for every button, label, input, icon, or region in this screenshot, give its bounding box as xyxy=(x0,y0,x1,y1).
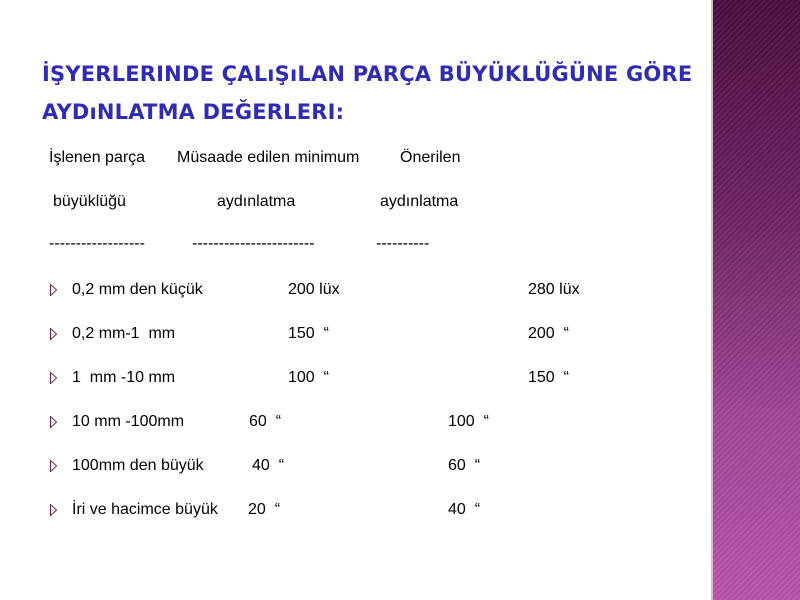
triangle-bullet-icon xyxy=(50,460,57,472)
row-recommended: 100 “ xyxy=(448,413,489,430)
header-col-size-line1: İşlenen parça xyxy=(49,149,146,166)
row-minimum: 40 “ xyxy=(252,457,285,474)
triangle-bullet-icon xyxy=(50,416,57,428)
header-col-recommended-line2: aydınlatma xyxy=(380,193,459,210)
row-recommended: 150 “ xyxy=(528,369,569,386)
row-size: 1 mm -10 mm xyxy=(72,369,176,386)
triangle-bullet-icon xyxy=(50,504,57,516)
row-recommended: 60 “ xyxy=(448,457,481,474)
row-minimum: 20 “ xyxy=(248,501,281,518)
row-minimum: 60 “ xyxy=(249,413,282,430)
header-col-size-line2: büyüklüğü xyxy=(53,193,126,210)
header-separator-2: ----------------------- xyxy=(192,235,315,252)
row-recommended: 200 “ xyxy=(528,325,569,342)
header-col-recommended-line1: Önerilen xyxy=(400,149,461,166)
header-separator-3: ---------- xyxy=(376,235,430,252)
row-size: 100mm den büyük xyxy=(72,457,204,474)
slide-title-line-1: İŞYERLERINDE ÇALıŞıLAN PARÇA BÜYÜKLÜĞÜNE GÖRE xyxy=(42,62,693,86)
row-recommended: 40 “ xyxy=(448,501,481,518)
row-size: 0,2 mm-1 mm xyxy=(72,325,176,342)
row-size: 10 mm -100mm xyxy=(72,413,185,430)
row-minimum: 200 lüx xyxy=(288,281,340,298)
row-recommended: 280 lüx xyxy=(528,281,580,298)
header-col-minimum-line1: Müsaade edilen minimum xyxy=(177,149,360,166)
row-size: 0,2 mm den küçük xyxy=(72,281,203,298)
header-separator-1: ------------------ xyxy=(49,235,145,252)
slide-title xyxy=(42,55,702,131)
slide-title-line-2: AYDıNLATMA DEĞERLERI: xyxy=(42,100,345,124)
row-size: İri ve hacimce büyük xyxy=(72,501,218,518)
decorative-side-band xyxy=(713,0,800,600)
triangle-bullet-icon xyxy=(50,328,57,340)
row-minimum: 100 “ xyxy=(288,369,329,386)
triangle-bullet-icon xyxy=(50,284,57,296)
triangle-bullet-icon xyxy=(50,372,57,384)
row-minimum: 150 “ xyxy=(288,325,329,342)
header-col-minimum-line2: aydınlatma xyxy=(217,193,296,210)
